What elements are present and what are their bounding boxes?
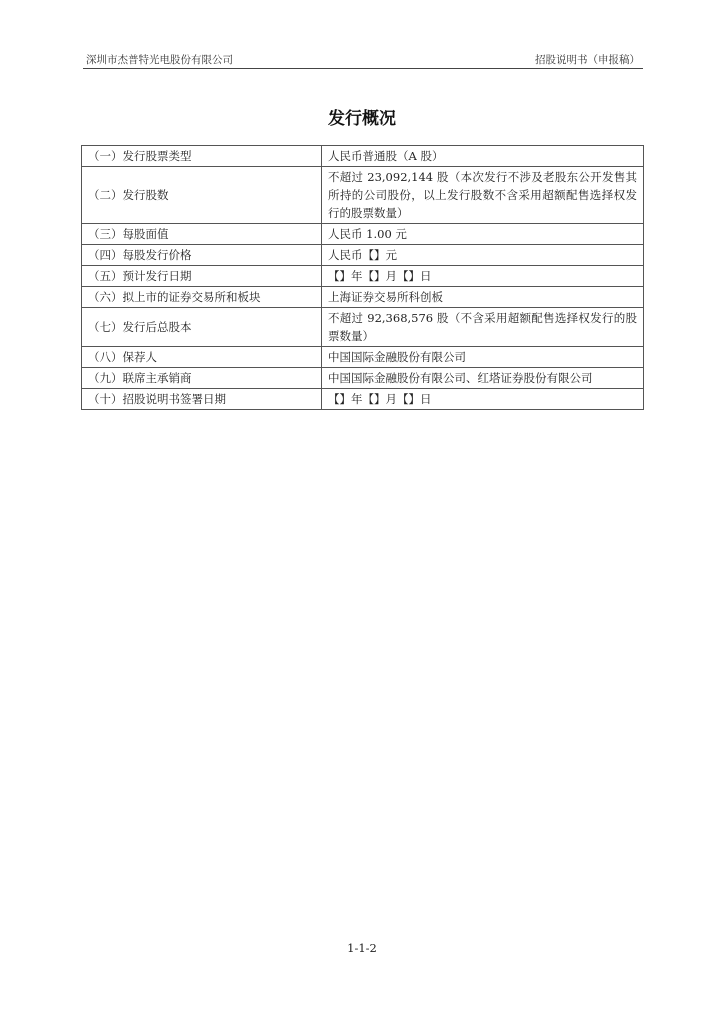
row-value: 中国国际金融股份有限公司、红塔证券股份有限公司: [322, 368, 644, 389]
row-label: （六）拟上市的证券交易所和板块: [82, 287, 322, 308]
table-row: [82, 167, 644, 224]
header-document-type: 招股说明书（申报稿）: [535, 54, 640, 66]
table-row: [82, 287, 644, 308]
row-value: 【】年【】月【】日: [322, 266, 644, 287]
row-label: （四）每股发行价格: [82, 245, 322, 266]
page-header: [83, 50, 643, 69]
offering-overview-table: [81, 145, 644, 410]
row-label: （三）每股面值: [82, 224, 322, 245]
row-label: （一）发行股票类型: [82, 146, 322, 167]
table-row: [82, 308, 644, 347]
row-value: 人民币【】元: [322, 245, 644, 266]
row-value: 上海证券交易所科创板: [322, 287, 644, 308]
row-label: （九）联席主承销商: [82, 368, 322, 389]
row-label: （十）招股说明书签署日期: [82, 389, 322, 410]
row-value: 不超过 23,092,144 股（本次发行不涉及老股东公开发售其所持的公司股份，以上发行股数不含采用超额配售选择权发行的股票数量）: [322, 167, 644, 224]
row-label: （七）发行后总股本: [82, 308, 322, 347]
row-value: 人民币普通股（A 股）: [322, 146, 644, 167]
row-label: （八）保荐人: [82, 347, 322, 368]
row-value: 【】年【】月【】日: [322, 389, 644, 410]
table-row: [82, 224, 644, 245]
row-value: 人民币 1.00 元: [322, 224, 644, 245]
header-company-name: 深圳市杰普特光电股份有限公司: [86, 54, 233, 66]
table-row: [82, 347, 644, 368]
table-row: [82, 368, 644, 389]
row-label: （二）发行股数: [82, 167, 322, 224]
row-value: 不超过 92,368,576 股（不含采用超额配售选择权发行的股票数量）: [322, 308, 644, 347]
table-row: [82, 245, 644, 266]
page-title: 发行概况: [328, 109, 396, 129]
table-row: [82, 146, 644, 167]
row-value: 中国国际金融股份有限公司: [322, 347, 644, 368]
row-label: （五）预计发行日期: [82, 266, 322, 287]
page-number: 1-1-2: [347, 941, 377, 955]
table-row: [82, 266, 644, 287]
table-row: [82, 389, 644, 410]
